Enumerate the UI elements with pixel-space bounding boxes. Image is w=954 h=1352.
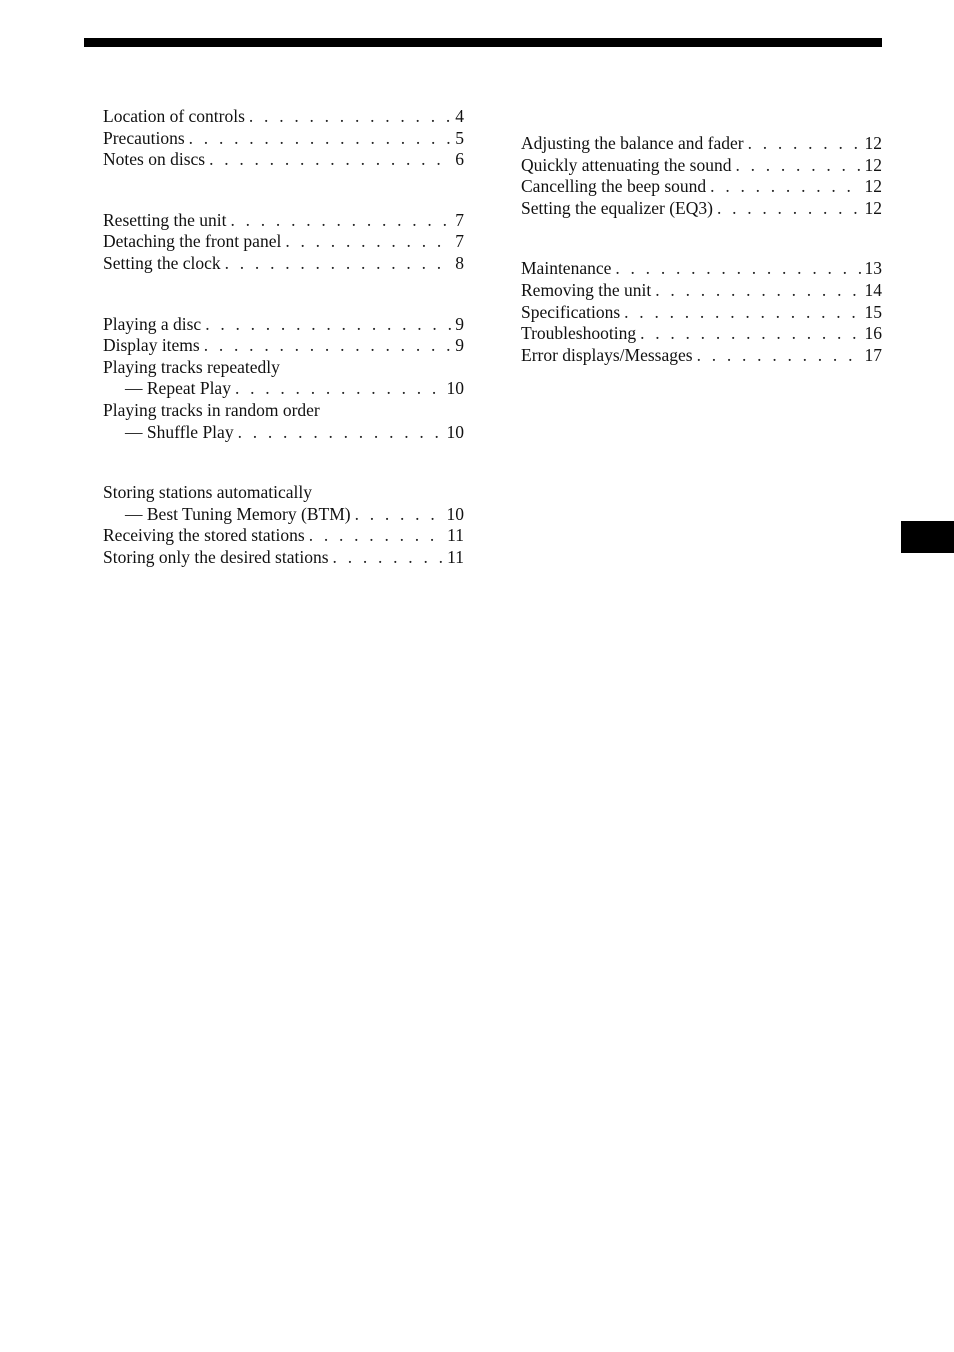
- toc-heading-repeat: Playing tracks repeatedly: [103, 356, 280, 377]
- toc-page-number: 9: [455, 313, 464, 334]
- toc-entry-title: Error displays/Messages: [521, 344, 693, 365]
- toc-right-column: [521, 133, 882, 366]
- dot-leader: [735, 155, 860, 177]
- toc-entry-title: Specifications: [521, 301, 621, 322]
- dot-leader: [209, 149, 451, 171]
- dot-leader: [717, 198, 861, 220]
- toc-entry-precautions[interactable]: [103, 128, 464, 150]
- toc-page-number: 11: [447, 546, 464, 567]
- toc-entry-title: Maintenance: [521, 258, 612, 279]
- toc-entry-title: Resetting the unit: [103, 209, 227, 230]
- toc-entry-error-displays[interactable]: [521, 345, 882, 367]
- dot-leader: [615, 258, 860, 280]
- toc-page-number: 17: [864, 344, 882, 365]
- toc-entry-storing-desired-stations[interactable]: [103, 547, 464, 569]
- toc-entry-setting-the-clock[interactable]: [103, 253, 464, 275]
- dot-leader: [710, 176, 860, 198]
- toc-entry-title: Display items: [103, 335, 200, 356]
- toc-page-number: 5: [455, 127, 464, 148]
- dot-leader: [355, 504, 443, 526]
- group-spacer: [103, 275, 464, 314]
- toc-entry-shuffle-play[interactable]: [103, 422, 464, 444]
- toc-entry-troubleshooting[interactable]: [521, 323, 882, 345]
- toc-entry-resetting-the-unit[interactable]: [103, 210, 464, 232]
- toc-page-number: 11: [447, 525, 464, 546]
- dot-leader: [249, 106, 451, 128]
- toc-page-number: 4: [455, 106, 464, 126]
- toc-entry-cancelling-beep[interactable]: [521, 176, 882, 198]
- toc-page-number: 10: [446, 503, 464, 524]
- toc-entry-balance-and-fader[interactable]: [521, 133, 882, 155]
- toc-entry-title: Receiving the stored stations: [103, 525, 305, 546]
- toc-entry-specifications[interactable]: [521, 302, 882, 324]
- toc-group-getting-started: [103, 106, 464, 171]
- toc-page-number: 15: [864, 301, 882, 322]
- toc-group-sound: [521, 133, 882, 219]
- group-spacer: [103, 443, 464, 482]
- toc-entry-title: Setting the equalizer (EQ3): [521, 197, 713, 218]
- toc-entry-maintenance[interactable]: [521, 258, 882, 280]
- toc-heading-shuffle: Playing tracks in random order: [103, 399, 320, 420]
- header-rule: [84, 38, 882, 47]
- toc-entry-repeat-play[interactable]: [103, 378, 464, 400]
- toc-entry-playing-a-disc[interactable]: [103, 314, 464, 336]
- toc-entry-notes-on-discs[interactable]: [103, 149, 464, 171]
- toc-entry-title: Storing only the desired stations: [103, 546, 329, 567]
- toc-page-number: 7: [455, 209, 464, 230]
- toc-entry-best-tuning-memory[interactable]: [103, 504, 464, 526]
- toc-entry-title: — Repeat Play: [125, 378, 231, 399]
- group-spacer: [521, 219, 882, 258]
- toc-page-number: 12: [864, 197, 882, 218]
- toc-entry-receiving-stored-stations[interactable]: [103, 525, 464, 547]
- dot-leader: [205, 314, 451, 336]
- toc-entry-title: Setting the clock: [103, 252, 221, 273]
- group-spacer: [103, 171, 464, 210]
- dot-leader: [624, 302, 860, 324]
- toc-entry-title: Notes on discs: [103, 149, 206, 170]
- toc-entry-title: Adjusting the balance and fader: [521, 133, 744, 153]
- toc-page-number: 10: [446, 421, 464, 442]
- toc-page-number: 13: [864, 258, 882, 279]
- dot-leader: [225, 253, 452, 275]
- dot-leader: [748, 133, 861, 155]
- dot-leader: [333, 547, 444, 569]
- toc-left-column: [103, 106, 464, 569]
- toc-entry-title: Cancelling the beep sound: [521, 176, 707, 197]
- toc-page-number: 7: [455, 231, 464, 252]
- toc-entry-title: Precautions: [103, 127, 185, 148]
- toc-page-number: 12: [864, 154, 882, 175]
- toc-page-number: 14: [864, 279, 882, 300]
- toc-entry-title: Playing a disc: [103, 313, 202, 334]
- toc-entry-title: — Shuffle Play: [125, 421, 234, 442]
- toc-entry-location-of-controls[interactable]: [103, 106, 464, 128]
- toc-entry-removing-the-unit[interactable]: [521, 280, 882, 302]
- toc-entry-title: Troubleshooting: [521, 323, 637, 344]
- toc-entry-equalizer[interactable]: [521, 198, 882, 220]
- dot-leader: [285, 231, 451, 253]
- dot-leader: [238, 422, 443, 444]
- dot-leader: [204, 335, 452, 357]
- toc-page-number: 10: [446, 378, 464, 399]
- toc-group-cd-player: [103, 314, 464, 444]
- toc-page-number: 6: [455, 149, 464, 170]
- dot-leader: [309, 525, 443, 547]
- dot-leader: [235, 378, 443, 400]
- toc-group-setup: [103, 210, 464, 275]
- toc-entry-attenuating-sound[interactable]: [521, 155, 882, 177]
- dot-leader: [655, 280, 860, 302]
- toc-entry-display-items[interactable]: [103, 335, 464, 357]
- dot-leader: [697, 345, 861, 367]
- toc-entry-title: Removing the unit: [521, 279, 652, 300]
- toc-entry-title: Quickly attenuating the sound: [521, 154, 732, 175]
- dot-leader: [189, 128, 452, 150]
- dot-leader: [230, 210, 451, 232]
- toc-page-number: 12: [864, 176, 882, 197]
- toc-group-additional-info: [521, 258, 882, 366]
- toc-page-number: 12: [864, 133, 882, 153]
- toc-entry-detaching-front-panel[interactable]: [103, 231, 464, 253]
- dot-leader: [640, 323, 860, 345]
- toc-entry-title: — Best Tuning Memory (BTM): [125, 503, 351, 524]
- toc-group-radio: [103, 482, 464, 568]
- section-thumb-tab: [901, 521, 954, 553]
- toc-page-number: 16: [864, 323, 882, 344]
- toc-entry-title: Detaching the front panel: [103, 231, 282, 252]
- toc-heading-btm: Storing stations automatically: [103, 482, 313, 503]
- toc-page-number: 8: [455, 252, 464, 273]
- toc-entry-title: Location of controls: [103, 106, 245, 126]
- toc-page-number: 9: [455, 335, 464, 356]
